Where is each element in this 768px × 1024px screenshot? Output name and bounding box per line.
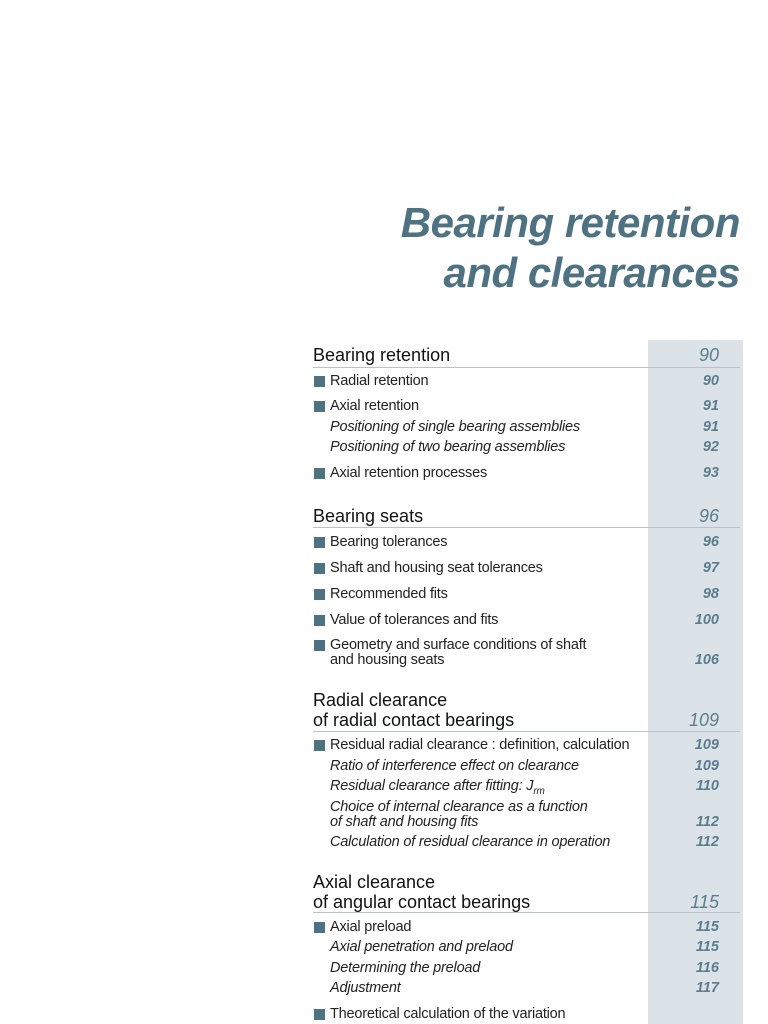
square-bullet-icon xyxy=(314,615,325,626)
section-heading-text xyxy=(313,690,643,730)
toc-entry-line: Determining the preload xyxy=(330,960,481,976)
toc-entry-line: and housing seats xyxy=(330,652,445,668)
toc-entry-page-number: 98 xyxy=(702,586,719,602)
toc-entry-text xyxy=(330,374,660,389)
section-page-number: 115 xyxy=(690,892,719,912)
toc-entry-line: Recommended fits xyxy=(330,586,448,602)
square-bullet-icon xyxy=(314,589,325,600)
square-bullet-icon xyxy=(314,537,325,548)
toc-entry-line: Positioning of two bearing assemblies xyxy=(330,439,566,455)
toc-entry-text xyxy=(330,738,660,753)
section-heading-text xyxy=(313,872,643,912)
toc-entry-text xyxy=(330,940,660,955)
toc-entry-text xyxy=(330,835,660,850)
chapter-title-line-1: Bearing retention xyxy=(400,199,740,246)
section-heading-line: Radial clearance xyxy=(313,690,448,710)
toc-entry-text xyxy=(330,779,660,799)
toc-entry-line: Value of tolerances and fits xyxy=(330,612,499,628)
toc-entry-text xyxy=(330,613,660,628)
square-bullet-icon xyxy=(314,640,325,651)
toc-entry-page-number: 97 xyxy=(702,560,719,576)
square-bullet-icon xyxy=(314,468,325,479)
toc-entry-text xyxy=(330,981,660,996)
toc-entry-page-number: 90 xyxy=(702,373,719,389)
toc-entry-page-number: 115 xyxy=(695,919,719,935)
toc-entry-text xyxy=(330,587,660,602)
toc-entry-page-number: 109 xyxy=(694,758,719,774)
square-bullet-icon xyxy=(314,740,325,751)
toc-entry-text xyxy=(330,399,660,414)
toc-entry-line: Bearing tolerances xyxy=(330,534,448,550)
toc-entry-text xyxy=(330,961,660,976)
section-divider xyxy=(313,731,740,732)
section-heading-line: Bearing retention xyxy=(313,345,451,365)
section-page-number: 96 xyxy=(698,506,719,526)
square-bullet-icon xyxy=(314,376,325,387)
toc-entry-line: Calculation of residual clearance in operation xyxy=(330,834,611,850)
toc-entry-text xyxy=(330,440,660,455)
toc-entry-page-number: 112 xyxy=(695,834,719,850)
toc-entry-page-number: 91 xyxy=(702,398,719,414)
toc-entry-page-number: 115 xyxy=(695,939,719,955)
toc-entry-line: Axial penetration and prelaod xyxy=(330,939,513,955)
section-heading-line: Axial clearance xyxy=(313,872,436,892)
toc-entry-page-number: 92 xyxy=(702,439,719,455)
square-bullet-icon xyxy=(314,922,325,933)
section-heading-text xyxy=(313,506,643,526)
toc-entry-text xyxy=(330,638,660,668)
toc-entry-page-number: 96 xyxy=(702,534,719,550)
section-heading-text xyxy=(313,345,643,365)
toc-entry-line: Adjustment xyxy=(330,980,401,996)
toc-entry-page-number: 91 xyxy=(702,419,719,435)
toc-entry-page-number: 106 xyxy=(694,652,719,668)
toc-entry-page-number: 117 xyxy=(695,980,719,996)
toc-entry-text xyxy=(330,535,660,550)
toc-entry-page-number: 93 xyxy=(702,465,719,481)
toc-entry-line: Axial retention xyxy=(330,398,419,414)
toc-entry-page-number: 116 xyxy=(695,960,719,976)
toc-entry-line: Radial retention xyxy=(330,373,429,389)
toc-entry-page-number: 100 xyxy=(694,612,719,628)
toc-entry-line: Choice of internal clearance as a function xyxy=(330,799,588,815)
chapter-title-line-2: and clearances xyxy=(443,249,740,296)
toc-entry-line: Residual clearance after fitting: $J_{rm}$ xyxy=(330,778,545,797)
toc-entry-line: Geometry and surface conditions of shaft xyxy=(330,637,587,653)
toc-entry-line: of shaft and housing fits xyxy=(330,814,479,830)
section-page-number: 109 xyxy=(688,710,719,730)
section-page-number: 90 xyxy=(698,345,719,365)
section-divider xyxy=(313,912,740,913)
toc-entry-line: Theoretical calculation of the variation xyxy=(330,1006,566,1022)
toc-entry-text xyxy=(330,466,660,481)
section-heading-line: of angular contact bearings xyxy=(313,892,531,912)
toc-entry-line: Shaft and housing seat tolerances xyxy=(330,560,543,576)
toc-entry-line: Residual radial clearance : definition, calculation xyxy=(330,737,630,753)
toc-entry-text xyxy=(330,1007,660,1022)
square-bullet-icon xyxy=(314,401,325,412)
toc-entry-line: Positioning of single bearing assemblies xyxy=(330,419,580,435)
toc-entry-text xyxy=(330,759,660,774)
toc-entry-line: Axial retention processes xyxy=(330,465,487,481)
toc-entry-text xyxy=(330,420,660,435)
toc-entry-page-number: 109 xyxy=(694,737,719,753)
section-divider xyxy=(313,527,740,528)
toc-entry-text xyxy=(330,561,660,576)
toc-entry-line: Axial preload xyxy=(330,919,412,935)
toc-entry-text xyxy=(330,800,660,830)
section-heading-line: of radial contact bearings xyxy=(313,710,515,730)
toc-entry-page-number: 112 xyxy=(695,814,719,830)
section-heading-line: Bearing seats xyxy=(313,506,424,526)
square-bullet-icon xyxy=(314,1009,325,1020)
section-divider xyxy=(313,367,740,368)
toc-entry-text xyxy=(330,920,660,935)
toc-entry-line: Ratio of interference effect on clearance xyxy=(330,758,579,774)
toc-entry-page-number: 110 xyxy=(695,778,719,794)
square-bullet-icon xyxy=(314,563,325,574)
